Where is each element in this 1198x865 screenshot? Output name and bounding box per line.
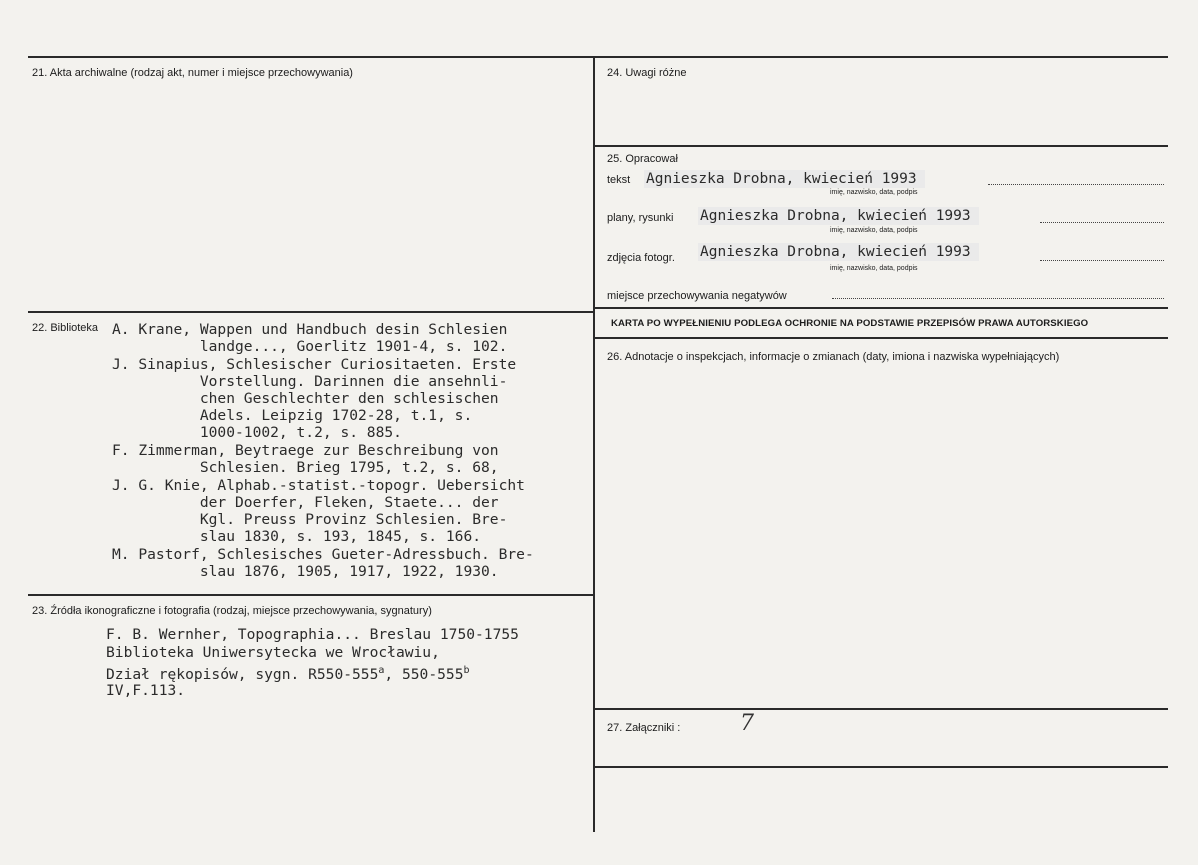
copyright-notice: KARTA PO WYPEŁNIENIU PODLEGA OCHRONIE NA PODSTAWIE PRZEPISÓW PRAWA AUTORSKIEGO <box>611 318 1089 329</box>
iconography-line: Dział rękopisów, sygn. R550-555$^a$, 550-555$^b$ <box>106 665 470 683</box>
tekst-dotted-line <box>988 184 1164 185</box>
section-25-heading: 25. Opracował <box>607 153 678 165</box>
rule-24-25 <box>594 145 1168 147</box>
bib-line: Adels. Leipzig 1702-28, t.1, s. <box>112 407 473 424</box>
bib-line: der Doerfer, Fleken, Staete... der <box>112 494 499 511</box>
rule-25-copyright <box>594 307 1168 309</box>
tekst-caption: imię, nazwisko, data, podpis <box>830 189 918 196</box>
plany-dotted-line <box>1040 222 1164 223</box>
bib-line: J. Sinapius, Schlesischer Curiositaeten. Erste <box>112 356 517 373</box>
negatives-dotted-line <box>832 298 1164 299</box>
plany-label: plany, rysunki <box>607 212 674 224</box>
bib-line: landge..., Goerlitz 1901-4, s. 102. <box>112 338 508 355</box>
tekst-label: tekst <box>607 174 631 186</box>
section-24-heading: 24. Uwagi różne <box>607 67 687 79</box>
section-21-heading: 21. Akta archiwalne (rodzaj akt, numer i miejsce przechowywania) <box>32 67 353 79</box>
section-27-heading: 27. Załączniki : <box>607 722 681 734</box>
top-rule <box>28 56 1168 58</box>
zdjecia-author: Agnieszka Drobna, kwiecień 1993 <box>698 243 979 261</box>
bib-line: F. Zimmerman, Beytraege zur Beschreibung von <box>112 442 499 459</box>
bib-line: 1000-1002, t.2, s. 885. <box>112 424 402 441</box>
rule-26-27 <box>594 708 1168 710</box>
bib-line: Kgl. Preuss Provinz Schlesien. Bre- <box>112 511 508 528</box>
rule-copyright-26 <box>594 337 1168 339</box>
section-23-heading: 23. Źródła ikonograficzne i fotografia (rodzaj, miejsce przechowywania, sygnatury) <box>32 605 432 617</box>
bib-line: A. Krane, Wappen und Handbuch desin Schlesien <box>112 321 508 338</box>
bib-line: chen Geschlechter den schlesischen <box>112 390 499 407</box>
bib-line: Schlesien. Brieg 1795, t.2, s. 68, <box>112 459 499 476</box>
tekst-author: Agnieszka Drobna, kwiecień 1993 <box>644 170 925 188</box>
zdjecia-dotted-line <box>1040 260 1164 261</box>
iconography-line: IV,F.113. <box>106 682 186 699</box>
bib-line: slau 1830, s. 193, 1845, s. 166. <box>112 528 482 545</box>
section-22-heading: 22. Biblioteka <box>32 322 99 334</box>
zdjecia-label: zdjęcia fotogr. <box>607 252 675 264</box>
bib-line: M. Pastorf, Schlesisches Gueter-Adressbuch. Bre- <box>112 546 534 563</box>
center-divider <box>593 57 595 832</box>
rule-21-22 <box>28 311 594 313</box>
section-26-heading: 26. Adnotacje o inspekcjach, informacje o zmianach (daty, imiona i nazwiska wypełniających) <box>607 351 1060 363</box>
rule-27-bottom <box>594 766 1168 768</box>
rule-22-23 <box>28 594 594 596</box>
zdjecia-caption: imię, nazwisko, data, podpis <box>830 265 918 272</box>
bib-line: slau 1876, 1905, 1917, 1922, 1930. <box>112 563 499 580</box>
iconography-line: F. B. Wernher, Topographia... Breslau 1750-1755 <box>106 626 519 643</box>
plany-author: Agnieszka Drobna, kwiecień 1993 <box>698 207 979 225</box>
bib-line: Vorstellung. Darinnen die ansehnli- <box>112 373 508 390</box>
bib-line: J. G. Knie, Alphab.-statist.-topogr. Uebersicht <box>112 477 525 494</box>
iconography-line: Biblioteka Uniwersytecka we Wrocławiu, <box>106 644 440 661</box>
attachments-value: 7 <box>740 711 754 736</box>
plany-caption: imię, nazwisko, data, podpis <box>830 227 918 234</box>
negatives-label: miejsce przechowywania negatywów <box>607 290 787 302</box>
